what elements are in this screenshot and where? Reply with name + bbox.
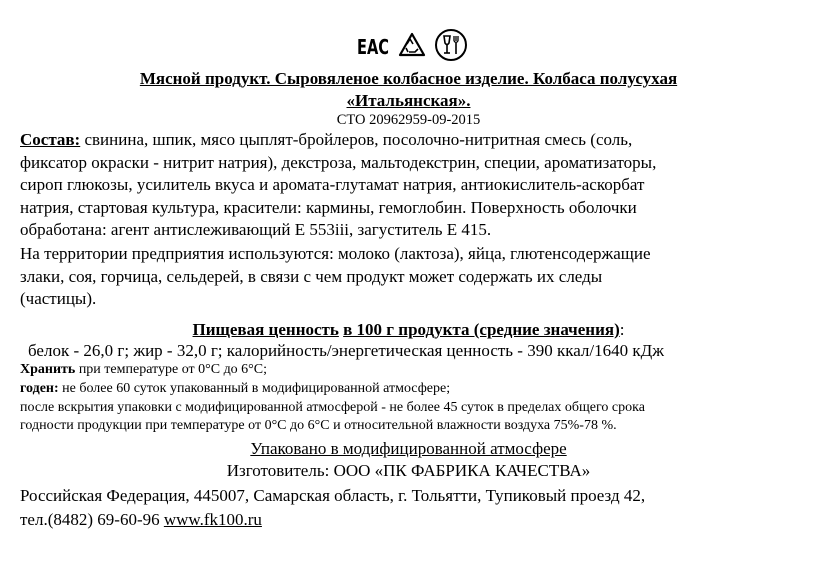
packaging-note: Упаковано в модифицированной атмосфере [250, 439, 567, 458]
composition-line: фиксатор окраски - нитрит натрия), декстроза, мальтодекстрин, специи, ароматизаторы, [20, 152, 657, 172]
storage-temperature [20, 361, 810, 379]
nutrition-heading [0, 319, 817, 341]
after-opening-line: годности продукции при температуре от 0°С до 6°С и относительной влажности воздуха 75%-78 %. [20, 418, 617, 433]
marking-icons [356, 22, 468, 68]
nutrition-heading-part2: в 100 г продукта (средние значения) [343, 320, 620, 339]
after-opening-block [20, 399, 810, 435]
shelf-text: не более 60 суток упакованный в модифицированной атмосфере; [58, 381, 451, 396]
composition-line: сироп глюкозы, усилитель вкуса и аромата-глутамат натрия, антиокислитель-аскорбат [20, 175, 645, 195]
composition-line: обработана: агент антислеживающий Е 553iii, загуститель Е 415. [20, 220, 492, 240]
eac-mark-icon [356, 32, 390, 58]
store-label: Хранить [20, 362, 76, 377]
address-block [20, 484, 810, 532]
product-title-line1: Мясной продукт. Сыровяленое колбасное изделие. Колбаса полусухая [139, 69, 678, 88]
store-text: при температуре от 0°С до 6°С; [75, 362, 268, 377]
allergen-line: злаки, соя, горчица, сельдерей, в связи с чем продукт может содержать их следы [20, 266, 603, 286]
contact-line [20, 508, 810, 532]
composition-line: натрия, стартовая культура, красители: кармины, гемоглобин. Поверхность оболочки [20, 197, 637, 217]
glass-fork-icon [434, 28, 468, 62]
composition-block [20, 129, 810, 242]
allergen-line: На территории предприятия используются: молоко (лактоза), яйца, глютенсодержащие [20, 244, 651, 263]
nutrition-heading-part1: Пищевая ценность [192, 320, 339, 339]
phone: тел.(8482) 69-60-96 [20, 510, 164, 529]
nutrition-heading-colon: : [619, 320, 625, 339]
shelf-label: годен: [20, 381, 59, 396]
recycling-triangle-icon [397, 31, 427, 59]
shelf-life [20, 380, 810, 398]
manufacturer: Изготовитель: ООО «ПК ФАБРИКА КАЧЕСТВА» [226, 461, 591, 480]
address-line: Российская Федерация, 445007, Самарская область, г. Тольятти, Тупиковый проезд 42, [20, 486, 646, 505]
website-link[interactable]: www.fk100.ru [163, 510, 262, 529]
product-title-line2: «Итальянская». [346, 91, 471, 110]
allergen-line: (частицы). [20, 289, 97, 309]
composition-line [20, 129, 810, 152]
allergen-block [20, 243, 810, 311]
nutrition-values: белок - 26,0 г; жир - 32,0 г; калорийность/энергетическая ценность - 390 ккал/1640 кДж [28, 341, 664, 360]
composition-label: Состав: [20, 130, 81, 149]
eac-mark-text: EAC [357, 35, 389, 59]
composition-text: свинина, шпик, мясо цыплят-бройлеров, посолочно-нитритная смесь (соль, [80, 130, 633, 149]
after-opening-line: после вскрытия упаковки с модифицированной атмосферой - не более 45 суток в пределах общего срока [20, 400, 645, 415]
standard-code: СТО 20962959-09-2015 [336, 112, 481, 128]
